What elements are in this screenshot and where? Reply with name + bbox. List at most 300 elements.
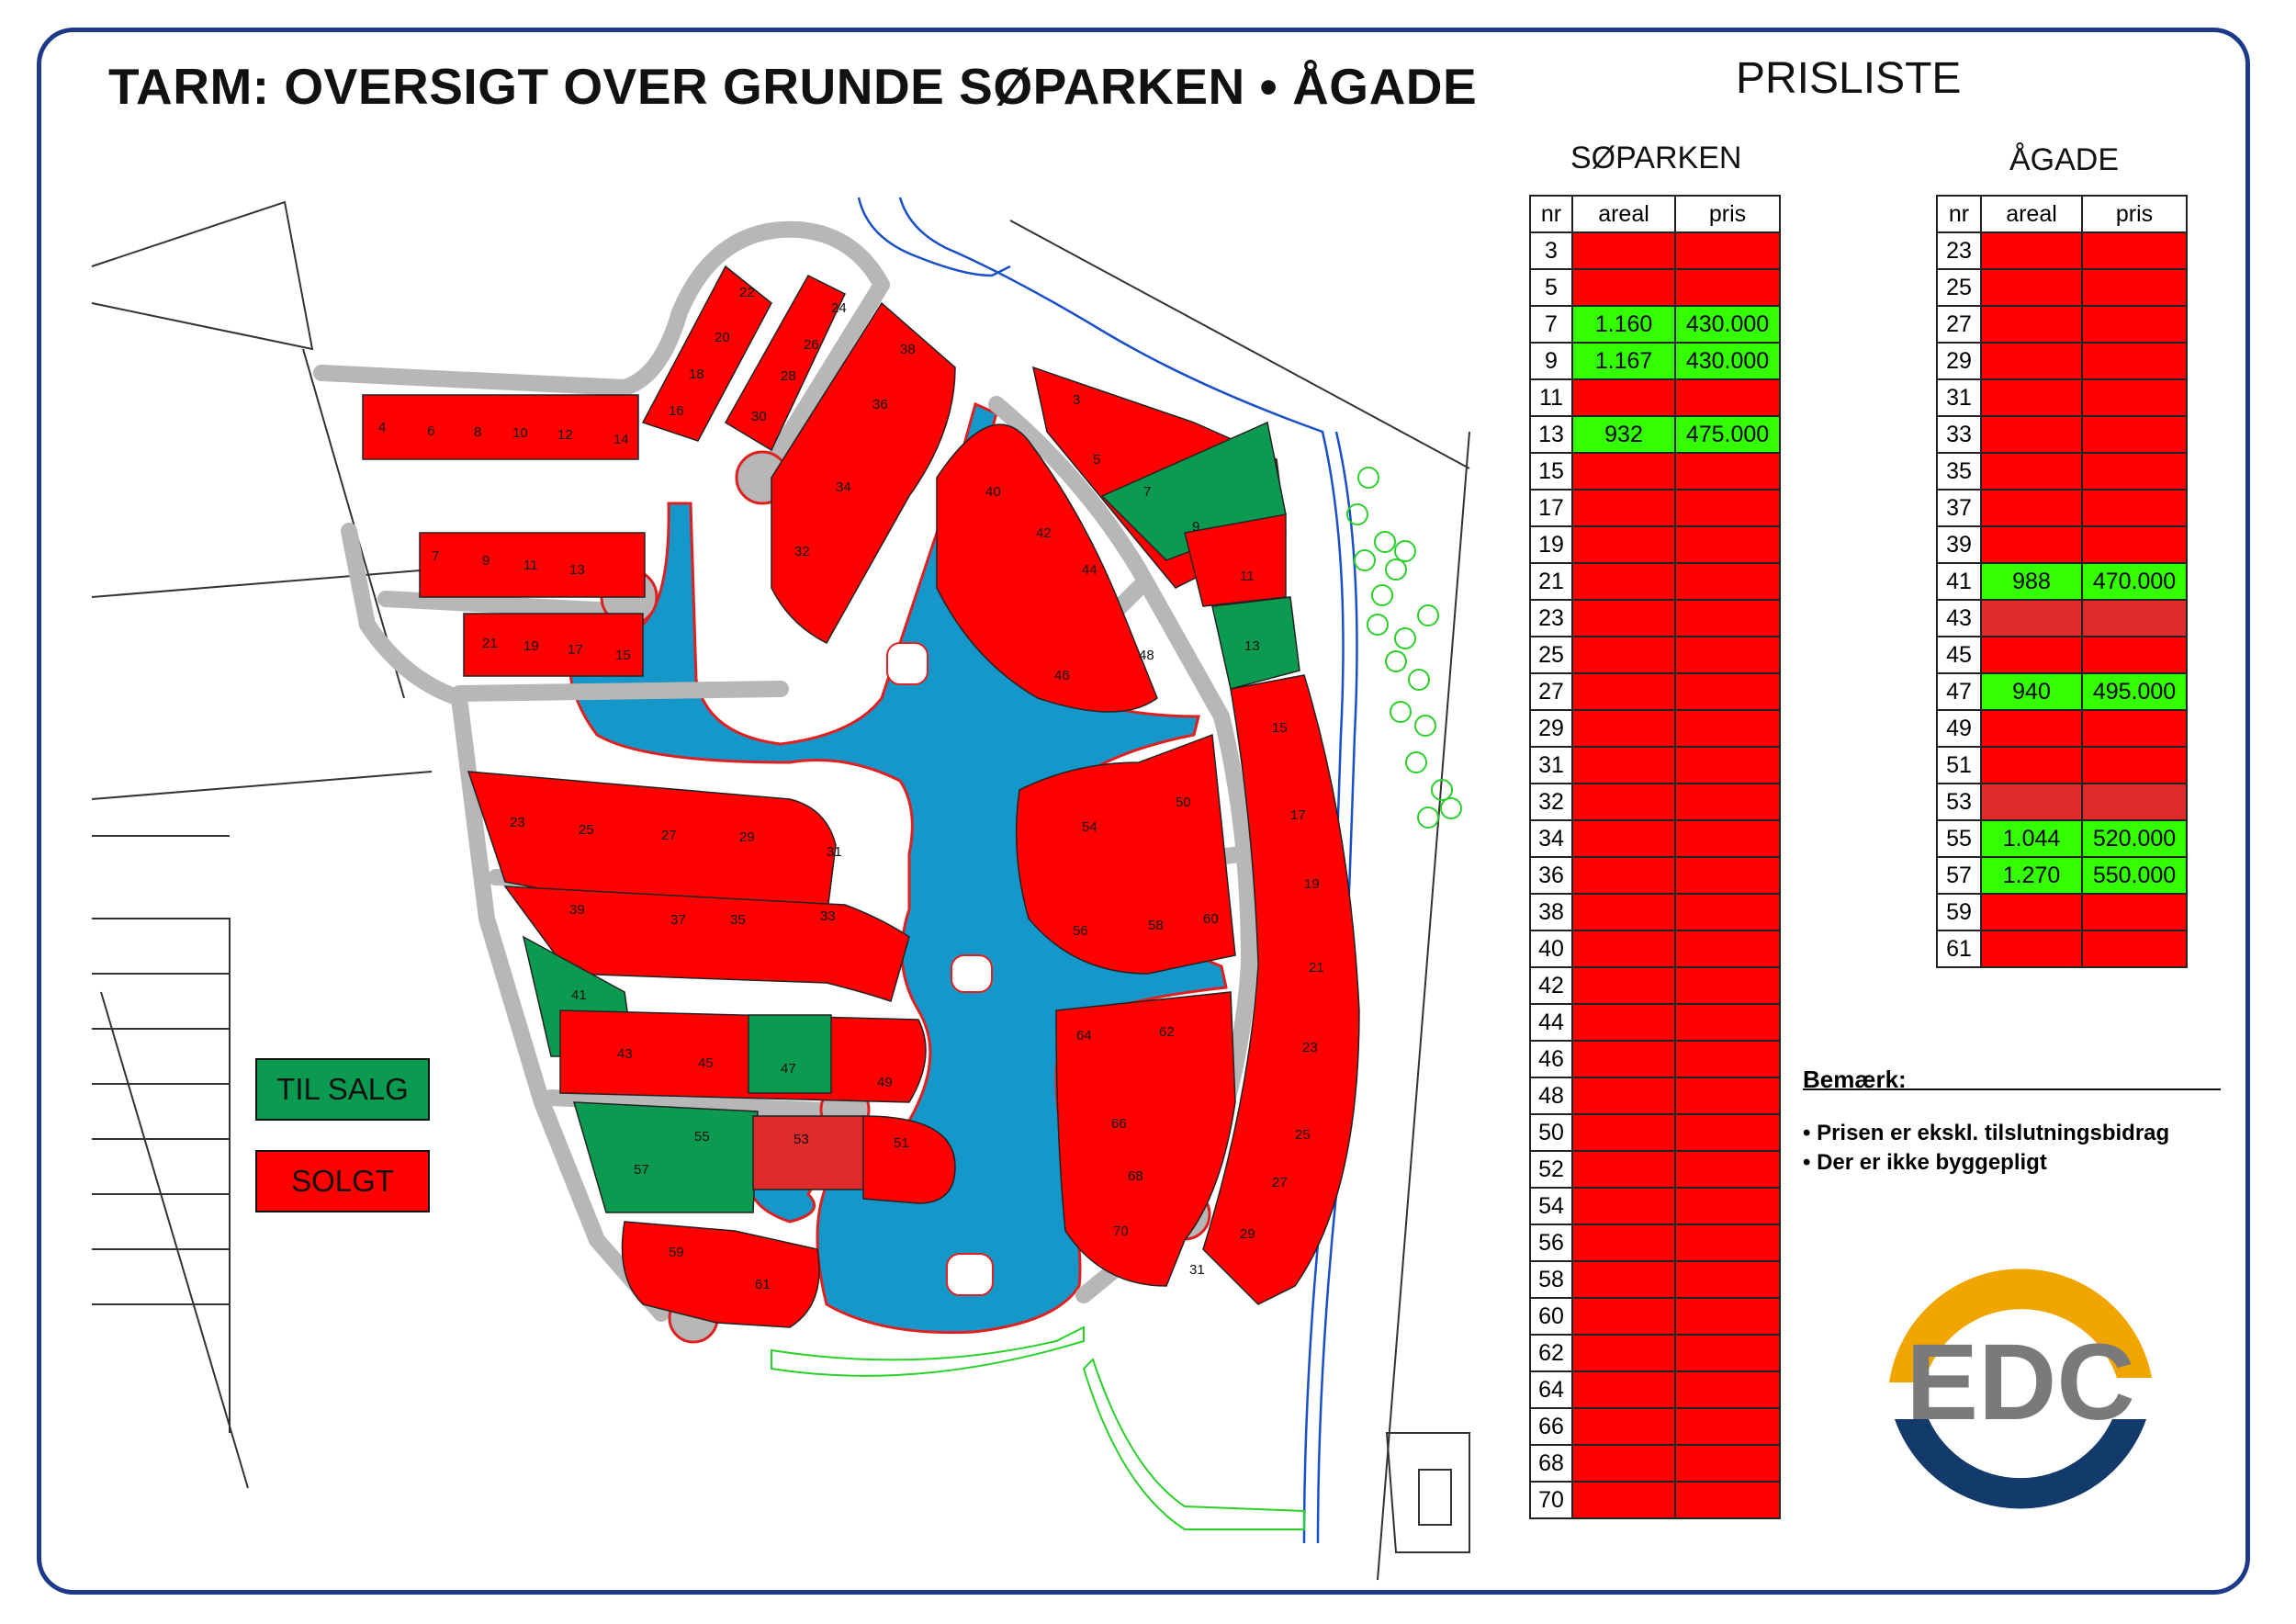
lot-pris xyxy=(1675,967,1780,1004)
lot-pris xyxy=(1675,232,1780,269)
lot-number: 29 xyxy=(1937,343,1981,379)
lot-label: 55 xyxy=(694,1129,710,1145)
lot-pris xyxy=(2082,526,2187,563)
lot-number: 59 xyxy=(1937,894,1981,930)
table-row xyxy=(1937,784,2187,820)
lot-label: 25 xyxy=(1295,1127,1311,1143)
lot-label: 15 xyxy=(615,648,631,663)
lot-label: 34 xyxy=(836,479,851,495)
lot-label: 46 xyxy=(1054,668,1070,683)
soparken-price-table xyxy=(1529,195,1781,1519)
lot-number: 46 xyxy=(1530,1041,1572,1077)
lot-areal xyxy=(1981,637,2082,673)
table-row xyxy=(1530,673,1780,710)
lot-label: 57 xyxy=(634,1162,649,1178)
lot-number: 62 xyxy=(1530,1335,1572,1371)
table-row xyxy=(1937,563,2187,600)
lot-number: 45 xyxy=(1937,637,1981,673)
lot-label: 70 xyxy=(1113,1224,1129,1239)
lot xyxy=(574,1102,758,1212)
lot-label: 22 xyxy=(739,285,755,300)
lot-areal xyxy=(1981,490,2082,526)
lot-number: 64 xyxy=(1530,1371,1572,1408)
table-row xyxy=(1530,784,1780,820)
lot-number: 19 xyxy=(1530,526,1572,563)
lot-number: 23 xyxy=(1530,600,1572,637)
lot-pris xyxy=(1675,1188,1780,1224)
lot-label: 16 xyxy=(669,403,684,419)
lot-areal xyxy=(1572,526,1675,563)
lot-label: 7 xyxy=(1143,484,1152,500)
lot-label: 36 xyxy=(872,397,888,412)
table-row xyxy=(1530,1408,1780,1445)
table-row xyxy=(1530,930,1780,967)
table-row xyxy=(1937,379,2187,416)
lot-pris: 495.000 xyxy=(2082,673,2187,710)
lot-number: 29 xyxy=(1530,710,1572,747)
lot-pris xyxy=(1675,600,1780,637)
lot-label: 20 xyxy=(715,330,730,345)
lot-pris xyxy=(2082,747,2187,784)
lot-number: 40 xyxy=(1530,930,1572,967)
lot-pris: 520.000 xyxy=(2082,820,2187,857)
table-row xyxy=(1530,490,1780,526)
table-row xyxy=(1937,526,2187,563)
lot-pris xyxy=(1675,1077,1780,1114)
lot-label: 48 xyxy=(1139,648,1154,663)
table-row xyxy=(1937,600,2187,637)
table-row xyxy=(1530,343,1780,379)
lot-pris xyxy=(1675,1224,1780,1261)
table-row xyxy=(1937,416,2187,453)
lot-label: 24 xyxy=(831,300,847,316)
lot-areal xyxy=(1981,710,2082,747)
lot-areal xyxy=(1572,563,1675,600)
lot-number: 9 xyxy=(1530,343,1572,379)
lot-pris xyxy=(2082,379,2187,416)
lot-label: 49 xyxy=(877,1075,893,1090)
note-item: • Prisen er ekskl. tilslutningsbidrag xyxy=(1803,1121,2170,1145)
lot-number: 54 xyxy=(1530,1188,1572,1224)
lot-number: 27 xyxy=(1937,306,1981,343)
lot-areal xyxy=(1981,379,2082,416)
lot-number: 34 xyxy=(1530,820,1572,857)
lot-number: 31 xyxy=(1530,747,1572,784)
lot-pris xyxy=(2082,416,2187,453)
lot-pris xyxy=(2082,637,2187,673)
lot-number: 53 xyxy=(1937,784,1981,820)
lot-label: 43 xyxy=(617,1046,633,1062)
lot-label: 68 xyxy=(1128,1168,1143,1184)
lot-number: 56 xyxy=(1530,1224,1572,1261)
lot-label: 35 xyxy=(730,912,746,928)
lot-label: 27 xyxy=(1272,1175,1288,1190)
lot-areal xyxy=(1572,1298,1675,1335)
table-row xyxy=(1530,1077,1780,1114)
lot-label: 31 xyxy=(827,844,842,860)
lot-areal xyxy=(1981,747,2082,784)
lot-label: 9 xyxy=(1192,519,1200,535)
lot-label: 8 xyxy=(474,424,482,440)
lot-pris xyxy=(1675,563,1780,600)
lot-label: 51 xyxy=(894,1135,909,1151)
lot-areal: 932 xyxy=(1572,416,1675,453)
lot-label: 33 xyxy=(820,908,836,924)
notes-heading: Bemærk: xyxy=(1803,1066,1907,1093)
lot-pris xyxy=(2082,710,2187,747)
lot-label: 53 xyxy=(793,1132,809,1147)
lot-areal xyxy=(1572,784,1675,820)
lot-number: 23 xyxy=(1937,232,1981,269)
table-row xyxy=(1937,490,2187,526)
table-row xyxy=(1530,453,1780,490)
table-row xyxy=(1530,1482,1780,1518)
lot-label: 31 xyxy=(1189,1262,1205,1278)
lot-pris xyxy=(1675,1335,1780,1371)
lot-pris xyxy=(1675,820,1780,857)
lot-areal xyxy=(1572,967,1675,1004)
lot-label: 23 xyxy=(510,815,525,830)
lot-label: 42 xyxy=(1036,525,1052,541)
col-header-pris: pris xyxy=(2082,196,2187,232)
lot-label: 11 xyxy=(1240,569,1255,584)
agade-price-table xyxy=(1936,195,2188,968)
lot-areal xyxy=(1572,1335,1675,1371)
lot-label: 12 xyxy=(557,427,573,443)
lot-pris xyxy=(1675,894,1780,930)
lot-label: 39 xyxy=(569,902,585,918)
lot-areal xyxy=(1572,930,1675,967)
lot-pris xyxy=(1675,1298,1780,1335)
lot-label: 13 xyxy=(1244,638,1260,654)
lot-number: 33 xyxy=(1937,416,1981,453)
lot-label: 19 xyxy=(1304,876,1320,892)
lot-label: 41 xyxy=(571,987,587,1003)
lot xyxy=(363,395,638,459)
lot-number: 38 xyxy=(1530,894,1572,930)
table-row xyxy=(1937,820,2187,857)
lot-number: 15 xyxy=(1530,453,1572,490)
lot-number: 5 xyxy=(1530,269,1572,306)
lot-label: 54 xyxy=(1082,819,1097,835)
lot-pris xyxy=(2082,930,2187,967)
lot-label: 56 xyxy=(1073,923,1088,939)
lot-label: 60 xyxy=(1203,911,1219,927)
lot-number: 25 xyxy=(1530,637,1572,673)
table-row xyxy=(1530,1445,1780,1482)
lot-label: 28 xyxy=(781,368,796,384)
table-row xyxy=(1530,710,1780,747)
table-row xyxy=(1530,526,1780,563)
lot-areal xyxy=(1981,306,2082,343)
table-row xyxy=(1937,269,2187,306)
col-header-nr: nr xyxy=(1937,196,1981,232)
lot-label: 21 xyxy=(482,636,498,651)
lot-number: 60 xyxy=(1530,1298,1572,1335)
lot-number: 43 xyxy=(1937,600,1981,637)
lot-areal: 988 xyxy=(1981,563,2082,600)
lot-label: 10 xyxy=(512,425,528,441)
lot-label: 47 xyxy=(781,1061,796,1077)
table-row xyxy=(1530,379,1780,416)
lot-areal xyxy=(1981,416,2082,453)
lot-areal xyxy=(1572,1445,1675,1482)
lot-number: 58 xyxy=(1530,1261,1572,1298)
lot-number: 21 xyxy=(1530,563,1572,600)
lot-areal: 1.270 xyxy=(1981,857,2082,894)
lot-pris xyxy=(1675,453,1780,490)
lot-label: 18 xyxy=(689,367,704,382)
lot-number: 35 xyxy=(1937,453,1981,490)
lot-pris xyxy=(1675,1114,1780,1151)
lot-pris xyxy=(1675,526,1780,563)
table-row xyxy=(1530,1335,1780,1371)
lot-areal xyxy=(1572,747,1675,784)
lot-areal xyxy=(1572,379,1675,416)
lot-number: 47 xyxy=(1937,673,1981,710)
lot-label: 44 xyxy=(1082,562,1097,578)
lot-pris xyxy=(1675,269,1780,306)
lot-pris xyxy=(2082,894,2187,930)
logo-text: EDC xyxy=(1906,1322,2135,1443)
lot-number: 25 xyxy=(1937,269,1981,306)
lot-areal xyxy=(1981,930,2082,967)
lot-label: 3 xyxy=(1073,392,1081,408)
lot-label: 9 xyxy=(482,553,490,569)
lot-pris xyxy=(2082,306,2187,343)
lot-pris: 430.000 xyxy=(1675,306,1780,343)
lot-label: 15 xyxy=(1272,720,1288,736)
lot-number: 37 xyxy=(1937,490,1981,526)
lot-number: 42 xyxy=(1530,967,1572,1004)
lot-pris xyxy=(1675,1261,1780,1298)
table-row xyxy=(1937,453,2187,490)
lot-areal xyxy=(1981,453,2082,490)
lot-pris xyxy=(1675,857,1780,894)
lot-pris xyxy=(2082,232,2187,269)
table-row xyxy=(1530,894,1780,930)
lot-number: 66 xyxy=(1530,1408,1572,1445)
lot-pris xyxy=(1675,1004,1780,1041)
lot-number: 61 xyxy=(1937,930,1981,967)
lot-number: 51 xyxy=(1937,747,1981,784)
lot-areal xyxy=(1572,820,1675,857)
lot-label: 40 xyxy=(985,484,1001,500)
lot-pris: 550.000 xyxy=(2082,857,2187,894)
lot-number: 68 xyxy=(1530,1445,1572,1482)
table-row xyxy=(1530,1261,1780,1298)
lot-areal xyxy=(1572,1188,1675,1224)
lot-areal xyxy=(1981,784,2082,820)
soparken-heading: SØPARKEN xyxy=(1570,141,1742,175)
lot-label: 26 xyxy=(804,337,819,353)
table-row xyxy=(1530,563,1780,600)
lot-areal xyxy=(1981,269,2082,306)
lot-pris xyxy=(2082,600,2187,637)
lot-label: 11 xyxy=(523,558,538,573)
lot-label: 50 xyxy=(1176,795,1191,810)
table-row xyxy=(1937,710,2187,747)
lot-label: 4 xyxy=(378,420,387,435)
lot-label: 21 xyxy=(1309,960,1324,976)
col-header-nr: nr xyxy=(1530,196,1572,232)
lot-label: 58 xyxy=(1148,918,1164,933)
lot-pris xyxy=(1675,710,1780,747)
lot-label: 64 xyxy=(1076,1028,1092,1043)
lot-label: 25 xyxy=(579,822,594,838)
lot-areal xyxy=(1572,232,1675,269)
table-row xyxy=(1937,232,2187,269)
lot-pris: 430.000 xyxy=(1675,343,1780,379)
lot-pris xyxy=(2082,269,2187,306)
lot-areal xyxy=(1572,710,1675,747)
lot-label: 17 xyxy=(1290,807,1306,823)
table-row xyxy=(1530,747,1780,784)
lot-number: 44 xyxy=(1530,1004,1572,1041)
lot-label: 27 xyxy=(661,828,677,843)
lot-number: 13 xyxy=(1530,416,1572,453)
col-header-areal: areal xyxy=(1572,196,1675,232)
table-row xyxy=(1937,637,2187,673)
table-row xyxy=(1530,857,1780,894)
lot-label: 66 xyxy=(1111,1116,1127,1132)
lot-pris xyxy=(1675,1371,1780,1408)
lot-number: 17 xyxy=(1530,490,1572,526)
table-row xyxy=(1937,894,2187,930)
legend-for-sale: TIL SALG xyxy=(255,1058,430,1121)
lot-label: 30 xyxy=(751,409,767,424)
table-row xyxy=(1937,930,2187,967)
agade-heading: ÅGADE xyxy=(2009,142,2120,177)
lot-label: 38 xyxy=(900,342,916,357)
table-row xyxy=(1530,416,1780,453)
lot-areal xyxy=(1572,1004,1675,1041)
lot-areal xyxy=(1572,490,1675,526)
col-header-pris: pris xyxy=(1675,196,1780,232)
lot-label: 32 xyxy=(794,544,810,559)
lot-areal xyxy=(1572,857,1675,894)
lot-areal xyxy=(1572,1114,1675,1151)
table-row xyxy=(1530,1041,1780,1077)
table-row xyxy=(1530,820,1780,857)
table-row xyxy=(1530,306,1780,343)
lot-areal: 1.160 xyxy=(1572,306,1675,343)
lot-label: 13 xyxy=(569,562,585,578)
table-row xyxy=(1937,673,2187,710)
lot-areal xyxy=(1572,894,1675,930)
lot-number: 39 xyxy=(1937,526,1981,563)
lot-areal xyxy=(1981,526,2082,563)
lot-pris xyxy=(1675,1482,1780,1518)
notes-divider xyxy=(1803,1088,2221,1090)
lot-areal xyxy=(1572,453,1675,490)
lot-areal xyxy=(1572,1482,1675,1518)
lot-label: 23 xyxy=(1302,1040,1318,1055)
lot-number: 55 xyxy=(1937,820,1981,857)
table-row xyxy=(1530,600,1780,637)
lot-number: 36 xyxy=(1530,857,1572,894)
lot-areal xyxy=(1981,600,2082,637)
lot-number: 7 xyxy=(1530,306,1572,343)
table-row xyxy=(1530,1004,1780,1041)
lot-number: 3 xyxy=(1530,232,1572,269)
lot-pris xyxy=(1675,747,1780,784)
lot-areal xyxy=(1572,1371,1675,1408)
lot-number: 52 xyxy=(1530,1151,1572,1188)
trees xyxy=(1347,468,1461,828)
lot-pris: 475.000 xyxy=(1675,416,1780,453)
lot-areal xyxy=(1572,1077,1675,1114)
lot-pris xyxy=(1675,1408,1780,1445)
lot-label: 14 xyxy=(613,432,629,447)
lot-label: 6 xyxy=(427,423,435,439)
lot-areal xyxy=(1572,1408,1675,1445)
lot-pris xyxy=(1675,379,1780,416)
lot-areal xyxy=(1981,343,2082,379)
lot-pris xyxy=(2082,490,2187,526)
lot-label: 45 xyxy=(698,1055,714,1071)
table-row xyxy=(1530,232,1780,269)
lot-areal: 940 xyxy=(1981,673,2082,710)
lot-number: 11 xyxy=(1530,379,1572,416)
table-row xyxy=(1530,1151,1780,1188)
table-row xyxy=(1937,343,2187,379)
table-row xyxy=(1937,306,2187,343)
col-header-areal: areal xyxy=(1981,196,2082,232)
table-row xyxy=(1530,1114,1780,1151)
edc-logo xyxy=(1878,1258,2163,1534)
lot-pris xyxy=(2082,343,2187,379)
lot-number: 48 xyxy=(1530,1077,1572,1114)
lot-label: 5 xyxy=(1093,452,1101,468)
paths xyxy=(771,1327,1304,1529)
lot-label: 19 xyxy=(523,638,539,654)
lot-pris xyxy=(1675,673,1780,710)
lot-label: 62 xyxy=(1159,1024,1175,1040)
lot-number: 41 xyxy=(1937,563,1981,600)
lot-pris xyxy=(2082,784,2187,820)
lot-pris xyxy=(2082,453,2187,490)
lot-areal xyxy=(1981,232,2082,269)
page-title: TARM: OVERSIGT OVER GRUNDE SØPARKEN • ÅGADE xyxy=(108,58,1478,115)
lot-areal xyxy=(1981,894,2082,930)
lot xyxy=(748,1015,831,1093)
lot-number: 50 xyxy=(1530,1114,1572,1151)
lot-areal xyxy=(1572,673,1675,710)
lot-label: 29 xyxy=(1240,1226,1255,1242)
lot-areal: 1.044 xyxy=(1981,820,2082,857)
lot-pris xyxy=(1675,930,1780,967)
lot-areal xyxy=(1572,1041,1675,1077)
lot-number: 57 xyxy=(1937,857,1981,894)
table-row xyxy=(1530,967,1780,1004)
lot-label: 37 xyxy=(670,912,686,928)
lot-label: 61 xyxy=(755,1277,771,1292)
table-row xyxy=(1530,269,1780,306)
lot xyxy=(753,1116,863,1190)
lot-pris xyxy=(1675,490,1780,526)
lot-label: 17 xyxy=(568,642,583,658)
lot-areal xyxy=(1572,269,1675,306)
lot-label: 29 xyxy=(739,829,755,845)
lot-number: 70 xyxy=(1530,1482,1572,1518)
lot-pris xyxy=(1675,1445,1780,1482)
lot-areal xyxy=(1572,637,1675,673)
lot-pris xyxy=(1675,784,1780,820)
price-list-heading: PRISLISTE xyxy=(1736,54,1962,103)
lot-pris xyxy=(1675,1151,1780,1188)
table-row xyxy=(1530,1371,1780,1408)
